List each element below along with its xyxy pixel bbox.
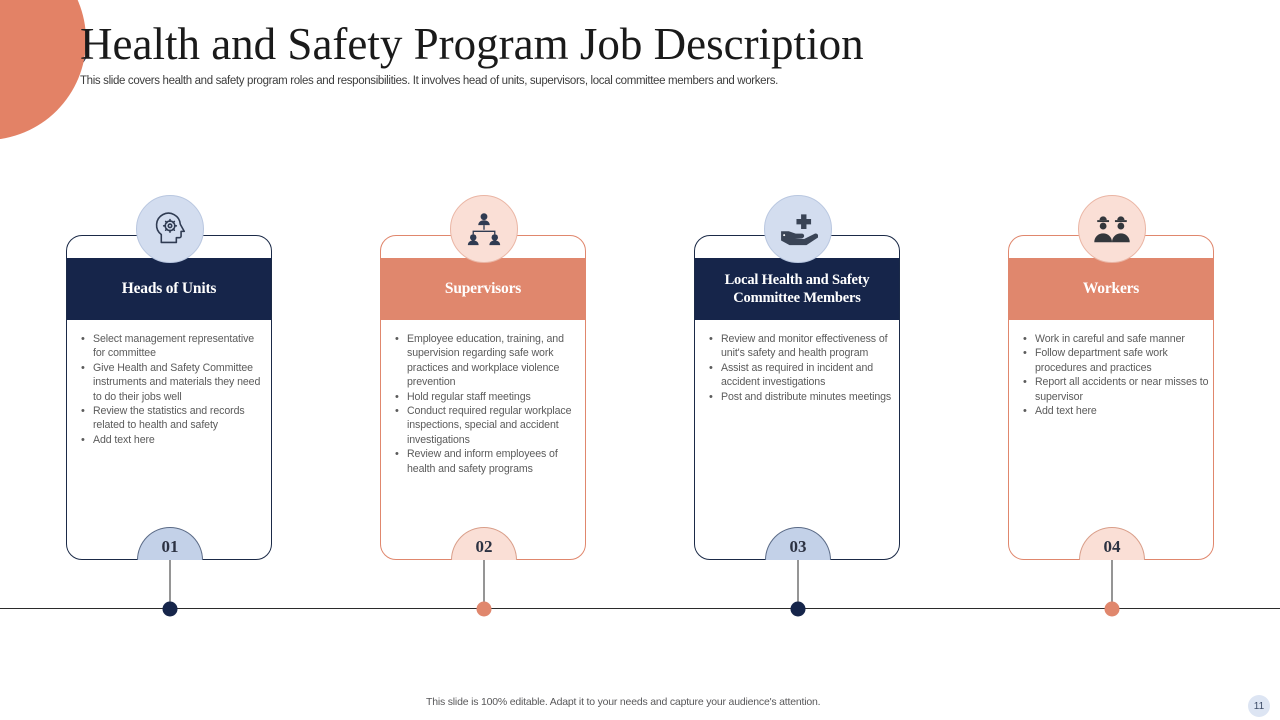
bullet-text: Assist as required in incident and accident investigations <box>721 361 874 389</box>
head-gear-icon <box>136 195 204 263</box>
bullet-marker-icon: • <box>81 361 85 374</box>
step-number-text: 01 <box>161 537 179 556</box>
bullet-item <box>395 404 581 447</box>
bullet-marker-icon: • <box>395 390 399 403</box>
bullet-text: Review and inform employees of health and safety programs <box>407 448 558 475</box>
role-card[interactable] <box>369 195 599 625</box>
bullet-text: Report all accidents or near misses to supervisor <box>1035 376 1209 403</box>
bullet-marker-icon: • <box>1023 347 1027 360</box>
bullet-text: Work in careful and safe manner <box>1035 333 1185 345</box>
role-card-bullet-list <box>81 332 267 447</box>
bullet-marker-icon: • <box>1023 333 1027 345</box>
bullet-item <box>709 390 895 404</box>
bullet-item <box>395 332 581 390</box>
step-number-text: 02 <box>475 537 493 556</box>
timeline-node-dot <box>477 602 492 617</box>
bullet-item <box>81 433 267 447</box>
timeline-node-dot <box>1105 602 1120 617</box>
bullet-text: Hold regular staff meetings <box>407 390 531 403</box>
bullet-text: Give Health and Safety Committee instruments and materials they need to do their jobs well <box>93 361 261 403</box>
role-card[interactable] <box>997 195 1227 625</box>
timeline-node-dot <box>163 602 178 617</box>
role-card-body <box>694 235 900 560</box>
bullet-marker-icon: • <box>395 448 399 461</box>
role-card-header <box>381 258 585 320</box>
footer-note: This slide is 100% editable. Adapt it to your needs and capture your audience's attention. <box>426 696 821 708</box>
bullet-text: Review the statistics and records related to health and safety <box>93 405 245 432</box>
bullet-marker-icon: • <box>81 333 85 345</box>
role-card-bullet-list <box>1023 332 1209 418</box>
page-title: Health and Safety Program Job Description <box>80 19 864 69</box>
bullet-item <box>1023 375 1209 404</box>
bullet-item <box>81 332 267 361</box>
bullet-item <box>81 404 267 433</box>
bullet-item <box>1023 332 1209 346</box>
timeline-node-dot <box>791 602 806 617</box>
bullet-marker-icon: • <box>81 405 85 418</box>
bullet-text: Select management representative for committee <box>93 333 255 360</box>
bullet-text: Review and monitor effectiveness of unit's safety and health program <box>721 333 888 360</box>
bullet-marker-icon: • <box>395 405 399 418</box>
bullet-text: Follow department safe work procedures and practices <box>1035 347 1168 374</box>
bullet-marker-icon: • <box>709 361 713 374</box>
hand-medical-cross-icon <box>764 195 832 263</box>
role-card[interactable] <box>683 195 913 625</box>
bullet-item <box>81 361 267 404</box>
role-card-header <box>1009 258 1213 320</box>
bullet-marker-icon: • <box>1023 405 1027 418</box>
role-card-body <box>380 235 586 560</box>
bullet-marker-icon: • <box>395 333 399 345</box>
bullet-item <box>395 390 581 404</box>
role-card-body <box>1008 235 1214 560</box>
bullet-item <box>709 361 895 390</box>
bullet-text: Conduct required regular workplace inspections, special and accident investigations <box>407 405 572 446</box>
role-card-title: Workers <box>1082 280 1140 297</box>
role-card-header <box>67 258 271 320</box>
step-number-text: 03 <box>789 537 807 556</box>
role-card-title: Heads of Units <box>121 280 217 297</box>
org-chart-people-icon <box>450 195 518 263</box>
bullet-text: Add text here <box>1035 405 1097 418</box>
role-card-title: Supervisors <box>444 280 522 297</box>
bullet-text: Employee education, training, and supervision regarding safe work practices and workplace violence prevention <box>407 333 564 389</box>
card-group <box>0 195 1280 625</box>
role-card-body <box>66 235 272 560</box>
bullet-marker-icon: • <box>81 433 85 446</box>
bullet-item <box>395 447 581 476</box>
page-number-badge: 11 <box>1248 695 1270 717</box>
corner-blob-decoration <box>0 0 86 140</box>
role-card-bullet-list <box>395 332 581 476</box>
role-card-bullet-list <box>709 332 895 404</box>
bullet-marker-icon: • <box>709 390 713 403</box>
bullet-marker-icon: • <box>709 333 713 345</box>
two-workers-hardhat-icon <box>1078 195 1146 263</box>
bullet-text: Post and distribute minutes meetings <box>721 390 892 403</box>
bullet-item <box>709 332 895 361</box>
bullet-text: Add text here <box>93 433 155 446</box>
bullet-marker-icon: • <box>1023 376 1027 389</box>
role-card-header <box>695 258 899 320</box>
step-number-text: 04 <box>1103 537 1121 556</box>
bullet-item <box>1023 346 1209 375</box>
role-card-title: Local Health and Safety Committee Members <box>724 272 870 306</box>
role-card[interactable] <box>55 195 285 625</box>
page-subtitle: This slide covers health and safety program roles and responsibilities. It involves head of units, supervisors, local committee members and workers. <box>80 75 778 87</box>
bullet-item <box>1023 404 1209 418</box>
